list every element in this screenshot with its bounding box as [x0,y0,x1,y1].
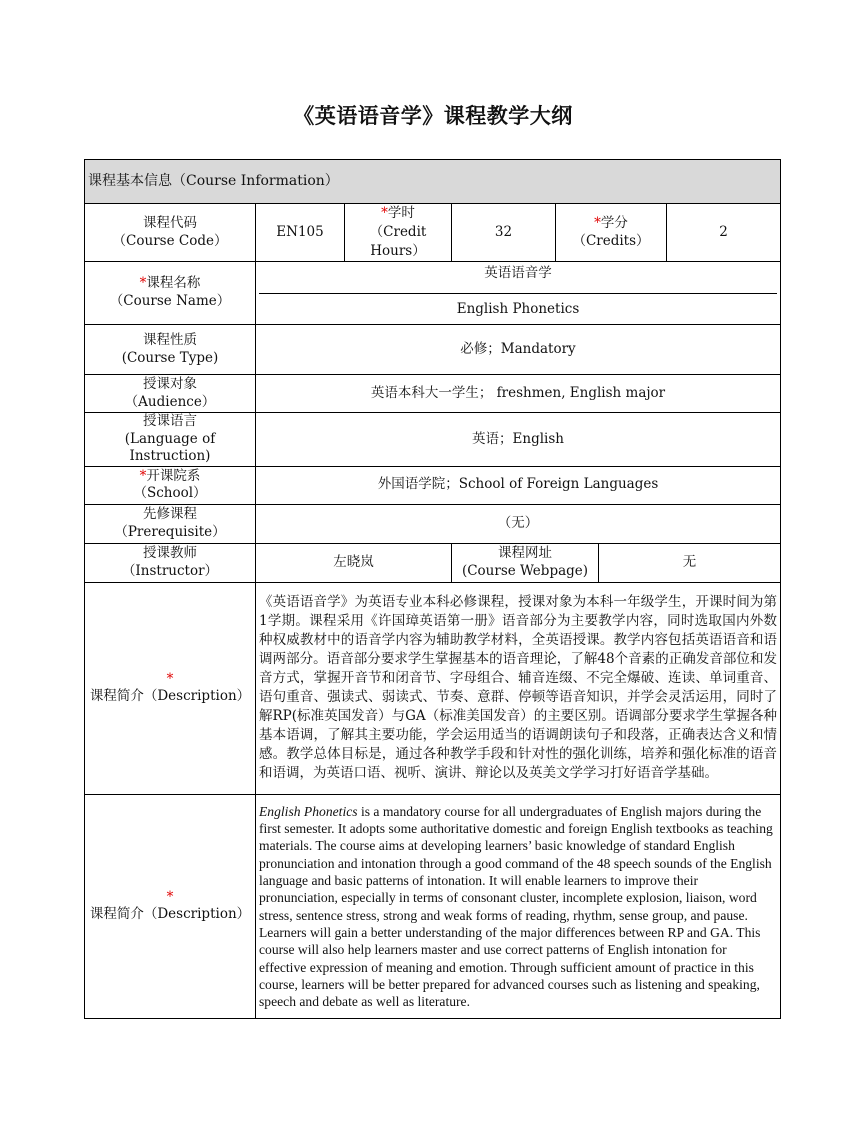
credit-hours-label: *学时 （Credit Hours） [345,204,452,262]
language-row [85,413,781,467]
course-info-table [84,159,781,1019]
webpage-label: 课程网址 (Course Webpage) [452,543,599,582]
prerequisite-label: 先修课程 （Prerequisite） [85,504,256,543]
description-zh-row [85,582,781,794]
school-value: 外国语学院；School of Foreign Languages [256,466,781,504]
audience-label: 授课对象 （Audience） [85,375,256,413]
language-value: 英语；English [256,413,781,467]
description-en-body: is a mandatory course for all undergraduates of English majors during the first semester. It adopts some authoritative domestic and foreign English textbooks as teaching materials. The course aims at developing learners’ basic knowledge of standard English pronunciation and intonation through a good command of the 48 speech sounds of the English language and basic patterns of intonation. It will enable learners to improve their pronunciation, especially in terms of consonant cluster, incomplete explosion, liaison, word stress, sentence stress, strong and weak forms of reading, rhythm, sense group, and pause. Learners will gain a better understanding of the major differences between RP and GA. This course will also help learners master and use correct patterns of English intonation for effective expression of meaning and emotion. Through sufficient amount of practice in this course, learners will be better prepared for advanced courses such as listening and speaking, speech and debate as well as literature. [259,803,773,1010]
prerequisite-row [85,504,781,543]
credits-value: 2 [667,204,781,262]
section-header-row [85,160,781,204]
webpage-value: 无 [599,543,781,582]
course-code-label: 课程代码 （Course Code） [85,204,256,262]
credit-hours-value: 32 [452,204,556,262]
section-header: 课程基本信息（Course Information） [85,160,781,204]
course-name-label: *课程名称 （Course Name） [85,262,256,325]
description-en-text [256,794,781,1018]
school-label: *开课院系 （School） [85,466,256,504]
course-name-zh: 英语语音学 [259,263,777,294]
course-type-value: 必修；Mandatory [256,325,781,375]
instructor-label: 授课教师 （Instructor） [85,543,256,582]
course-code-row [85,204,781,262]
credits-label: *学分 （Credits） [556,204,667,262]
course-type-row [85,325,781,375]
description-en-label: *课程简介（Description） [85,794,256,1018]
course-type-label: 课程性质 (Course Type) [85,325,256,375]
description-zh-text: 《英语语音学》为英语专业本科必修课程，授课对象为本科一年级学生，开课时间为第1学期。课程采用《许国璋英语第一册》语音部分为主要教学内容，同时选取国内外数种权威教材中的语音学内容为辅助教学材料，全英语授课。教学内容包括英语语音和语调两部分。语音部分要求学生掌握基本的语音理论，了解48个音素的正确发音部位和发音方式，掌握开音节和闭音节、字母组合、辅音连缀、不完全爆破、连读、单词重音、语句重音、强读式、弱读式、节奏、意群、停顿等语音知识，并学会灵活运用，同时了解RP(标准英国发音）与GA（标准美国发音）的主要区别。语调部分要求学生掌握各种基本语调，了解其主要功能，学会运用适当的语调朗读句子和段落，正确表达含义和情感。教学总体目标是，通过各种教学手段和针对性的强化训练，培养和强化标准的语音和语调，为英语口语、视听、演讲、辩论以及英美文学学习打好语音学基础。 [256,582,781,794]
course-code-value: EN105 [256,204,345,262]
language-label: 授课语言 (Language of Instruction) [85,413,256,467]
description-en-row [85,794,781,1018]
page-title: 《英语语音学》课程教学大纲 [293,104,573,128]
description-zh-label: *课程简介（Description） [85,582,256,794]
course-name-value [256,262,781,325]
instructor-row [85,543,781,582]
prerequisite-value: （无） [256,504,781,543]
audience-row [85,375,781,413]
instructor-value: 左晓岚 [256,543,452,582]
course-name-en: English Phonetics [456,300,580,317]
school-row [85,466,781,504]
course-title-italic: English Phonetics [259,803,358,819]
course-name-row [85,262,781,325]
audience-value: 英语本科大一学生； freshmen, English major [256,375,781,413]
